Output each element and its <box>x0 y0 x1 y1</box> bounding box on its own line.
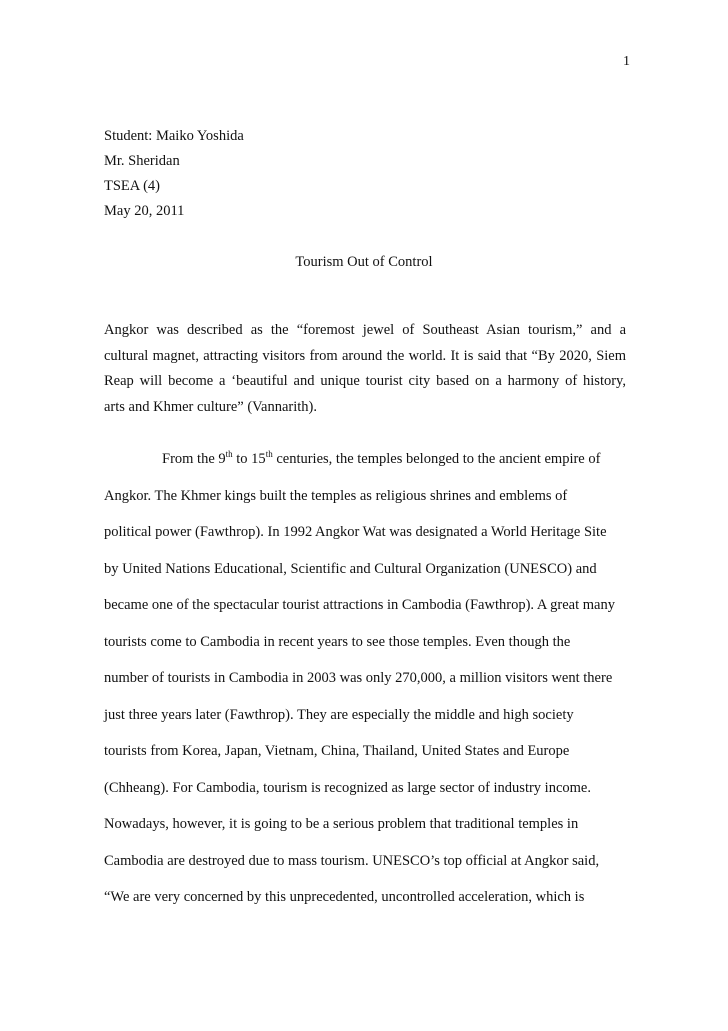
paragraph-line: arts and Khmer culture” (Vannarith). <box>104 398 317 415</box>
paragraph-line: Cambodia are destroyed due to mass tourism. UNESCO’s top official at Angkor said, <box>104 852 600 869</box>
paragraph-1 <box>104 318 626 420</box>
text-segment: centuries, the temples belonged to the ancient empire of <box>272 451 601 467</box>
paragraph-line: tourists from Korea, Japan, Vietnam, China, Thailand, United States and Europe <box>104 743 570 759</box>
paragraph-line: tourists come to Cambodia in recent years to see those temples. Even though the <box>104 633 571 650</box>
paragraph-first-line <box>104 449 626 486</box>
course-name: TSEA (4) <box>104 178 160 194</box>
paragraph-line: Angkor was described as the “foremost jewel of Southeast Asian tourism,” and a <box>104 322 626 338</box>
paragraph-line: cultural magnet, attracting visitors from around the world. It is said that “By 2020, Siem <box>104 347 626 364</box>
text-segment: to 15 <box>232 451 266 467</box>
paragraph-line: just three years later (Fawthrop). They are especially the middle and high society <box>104 706 574 723</box>
essay-title: Tourism Out of Control <box>295 254 433 270</box>
assignment-date: May 20, 2011 <box>104 203 185 219</box>
student-name: Student: Maiko Yoshida <box>104 128 244 144</box>
paragraph-line: Angkor. The Khmer kings built the temples as religious shrines and emblems of <box>104 487 568 504</box>
paragraph-2 <box>104 449 626 924</box>
page-number: 1 <box>623 54 630 69</box>
text-segment: From the 9 <box>162 451 226 467</box>
paragraph-line: by United Nations Educational, Scientific and Cultural Organization (UNESCO) and <box>104 560 597 577</box>
teacher-name: Mr. Sheridan <box>104 153 180 169</box>
paragraph-line: became one of the spectacular tourist attractions in Cambodia (Fawthrop). A great many <box>104 597 615 613</box>
paragraph-line: (Chheang). For Cambodia, tourism is recognized as large sector of industry income. <box>104 779 591 796</box>
paragraph-line: Nowadays, however, it is going to be a serious problem that traditional temples in <box>104 816 579 832</box>
assignment-header <box>104 124 244 224</box>
paragraph-line: Reap will become a ‘beautiful and unique tourist city based on a harmony of history, <box>104 373 626 389</box>
paragraph-line: number of tourists in Cambodia in 2003 was only 270,000, a million visitors went there <box>104 670 613 686</box>
paragraph-line: political power (Fawthrop). In 1992 Angkor Wat was designated a World Heritage Site <box>104 524 607 540</box>
superscript: th <box>225 449 233 459</box>
superscript: th <box>265 449 273 459</box>
paragraph-line: “We are very concerned by this unprecedented, uncontrolled acceleration, which is <box>104 889 585 905</box>
